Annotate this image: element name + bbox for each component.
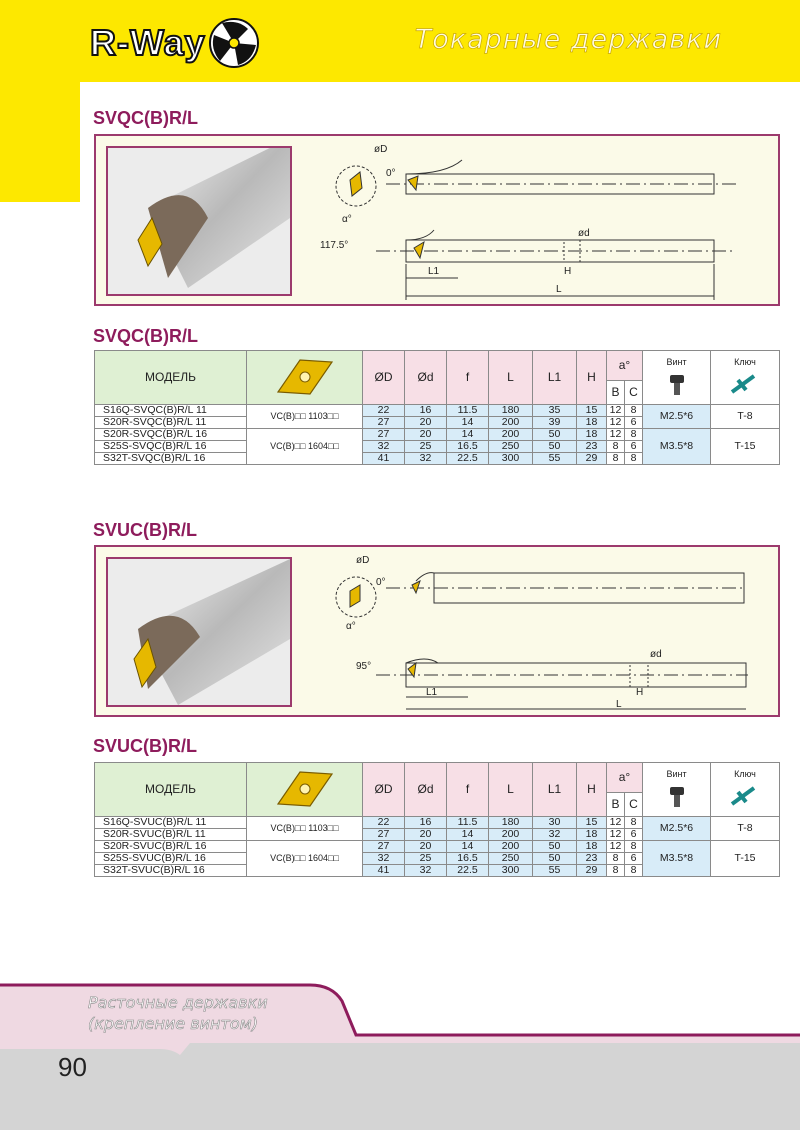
col-l: L [489,763,533,817]
key-size: T-8 [711,817,780,841]
cell-l: 180 [489,405,533,417]
col-alpha: a° [607,351,643,381]
boring-bar-image [108,559,290,705]
model-cell: S25S-SVUC(B)R/L 16 [95,853,247,865]
cell-d-small: 16 [405,405,447,417]
col-d-small: Ød [405,763,447,817]
cell-f: 16.5 [447,853,489,865]
insert-code: VC(B)□□ 1103□□ [247,817,363,841]
cell-c: 6 [625,829,643,841]
cell-l1: 39 [533,417,577,429]
cell-d-big: 27 [363,829,405,841]
cell-b: 12 [607,405,625,417]
boring-bar-image [108,148,290,294]
cell-d-small: 25 [405,853,447,865]
cell-c: 6 [625,441,643,453]
model-cell: S20R-SVQC(B)R/L 11 [95,417,247,429]
cell-d-small: 25 [405,441,447,453]
section2-table-heading: SVUC(B)R/L [93,736,197,756]
svuc-tool-photo [106,557,292,707]
key-size: T-8 [711,405,780,429]
cell-h: 18 [577,841,607,853]
cell-f: 14 [447,841,489,853]
label-phi-d: øD [356,555,370,566]
label-angle0: 0° [386,168,396,179]
label-angle0: 0° [376,577,386,588]
svuc-spec-table [94,762,780,877]
cell-b: 12 [607,817,625,829]
catalog-title: Токарные державки [414,24,722,55]
label-h: H [564,266,572,277]
insert-image-cell [247,763,363,817]
col-d-big: ØD [363,351,405,405]
cell-d-small: 16 [405,817,447,829]
cell-h: 18 [577,829,607,841]
col-screw [643,351,711,405]
screw-size: M3.5*8 [643,429,711,465]
insert-code: VC(B)□□ 1103□□ [247,405,363,429]
label-l1: L1 [428,266,440,277]
footer-category [88,992,268,1034]
key-size: T-15 [711,429,780,465]
cell-h: 29 [577,453,607,465]
col-c: C [625,793,643,817]
svuc-tech-drawing [316,551,756,715]
col-l: L [489,351,533,405]
cell-b: 12 [607,417,625,429]
section1-heading: SVQC(B)R/L [93,108,198,128]
cell-b: 12 [607,841,625,853]
cell-l: 250 [489,853,533,865]
svuc-drawing-panel [94,545,780,717]
cell-l: 200 [489,841,533,853]
col-key-label: Ключ [734,357,756,367]
cell-d-big: 27 [363,417,405,429]
label-alpha: α° [342,214,352,225]
cell-f: 22.5 [447,453,489,465]
label-phi-d-small: ød [578,228,590,239]
screw-size: M3.5*8 [643,841,711,877]
cell-h: 15 [577,817,607,829]
section1-table-heading: SVQC(B)R/L [93,326,198,346]
col-d-small: Ød [405,351,447,405]
model-cell: S16Q-SVUC(B)R/L 11 [95,817,247,829]
logo [90,18,260,68]
model-cell: S32T-SVUC(B)R/L 16 [95,865,247,877]
cell-h: 15 [577,405,607,417]
cell-l1: 55 [533,865,577,877]
cell-d-big: 41 [363,865,405,877]
col-screw-label: Винт [666,357,687,367]
cell-d-small: 32 [405,453,447,465]
cell-c: 8 [625,817,643,829]
cell-d-small: 20 [405,429,447,441]
col-key-label: Ключ [734,769,756,779]
cell-d-big: 32 [363,853,405,865]
cell-d-small: 32 [405,865,447,877]
cell-c: 6 [625,853,643,865]
label-l: L [556,284,562,295]
col-model-header: МОДЕЛЬ [95,351,247,405]
svqc-tech-drawing [316,140,756,304]
logo-blades-icon [208,17,260,69]
insert-image-cell [247,351,363,405]
cell-d-big: 27 [363,841,405,853]
cell-l: 300 [489,865,533,877]
col-c: C [625,381,643,405]
col-d-big: ØD [363,763,405,817]
screw-icon [668,374,686,396]
cell-d-big: 22 [363,405,405,417]
cell-b: 12 [607,829,625,841]
cell-c: 8 [625,405,643,417]
screw-icon [668,786,686,808]
cell-d-big: 41 [363,453,405,465]
cell-b: 8 [607,453,625,465]
cell-l1: 35 [533,405,577,417]
cell-c: 6 [625,417,643,429]
cell-d-big: 27 [363,429,405,441]
cell-l1: 50 [533,429,577,441]
cell-l: 200 [489,429,533,441]
cell-l1: 50 [533,441,577,453]
label-angle-side: 95° [356,661,372,672]
cell-h: 18 [577,429,607,441]
col-f: f [447,351,489,405]
cell-l1: 50 [533,853,577,865]
cell-h: 18 [577,417,607,429]
table-row [95,817,780,829]
model-cell: S32T-SVQC(B)R/L 16 [95,453,247,465]
col-b: B [607,381,625,405]
screw-size: M2.5*6 [643,405,711,429]
header-side-band [0,82,80,202]
cell-l1: 50 [533,841,577,853]
torx-key-icon [728,372,762,396]
cell-f: 14 [447,417,489,429]
model-cell: S25S-SVQC(B)R/L 16 [95,441,247,453]
cell-l: 200 [489,417,533,429]
model-cell: S20R-SVUC(B)R/L 16 [95,841,247,853]
col-alpha: a° [607,763,643,793]
cell-d-small: 20 [405,841,447,853]
col-key [711,763,780,817]
cell-c: 8 [625,865,643,877]
screw-size: M2.5*6 [643,817,711,841]
footer-line1: Расточные державки [88,993,268,1012]
torx-key-icon [728,784,762,808]
label-h: H [636,687,644,698]
table-row [95,405,780,417]
cell-f: 11.5 [447,405,489,417]
cell-b: 12 [607,429,625,441]
col-b: B [607,793,625,817]
cell-d-big: 32 [363,441,405,453]
cell-f: 14 [447,829,489,841]
cell-l: 200 [489,829,533,841]
cell-l1: 55 [533,453,577,465]
logo-text: R-Way [90,22,206,63]
label-l1: L1 [426,687,438,698]
label-phi-d: øD [374,144,388,155]
cell-c: 8 [625,453,643,465]
cell-h: 23 [577,441,607,453]
cell-l: 180 [489,817,533,829]
insert-code: VC(B)□□ 1604□□ [247,429,363,465]
col-l1: L1 [533,351,577,405]
cell-c: 8 [625,429,643,441]
cell-f: 22.5 [447,865,489,877]
col-model-header: МОДЕЛЬ [95,763,247,817]
cell-b: 8 [607,441,625,453]
model-cell: S20R-SVUC(B)R/L 11 [95,829,247,841]
label-angle-side: 117.5° [320,240,349,251]
model-cell: S16Q-SVQC(B)R/L 11 [95,405,247,417]
key-size: T-15 [711,841,780,877]
col-f: f [447,763,489,817]
cell-h: 29 [577,865,607,877]
svqc-spec-table [94,350,780,465]
cell-l: 300 [489,453,533,465]
svqc-tool-photo [106,146,292,296]
label-l: L [616,699,622,710]
label-phi-d-small: ød [650,649,662,660]
footer-line2: (крепление винтом) [88,1014,258,1033]
col-l1: L1 [533,763,577,817]
svqc-drawing-panel [94,134,780,306]
cell-l1: 32 [533,829,577,841]
cell-b: 8 [607,853,625,865]
section2-heading: SVUC(B)R/L [93,520,197,540]
page-number: 90 [58,1052,87,1082]
cell-l1: 30 [533,817,577,829]
col-h: H [577,351,607,405]
col-screw-label: Винт [666,769,687,779]
col-screw [643,763,711,817]
cell-h: 23 [577,853,607,865]
cell-l: 250 [489,441,533,453]
cell-c: 8 [625,841,643,853]
col-h: H [577,763,607,817]
vcmt-insert-icon [270,768,340,810]
cell-d-small: 20 [405,417,447,429]
table-row [95,429,780,441]
model-cell: S20R-SVQC(B)R/L 16 [95,429,247,441]
insert-code: VC(B)□□ 1604□□ [247,841,363,877]
cell-b: 8 [607,865,625,877]
cell-f: 11.5 [447,817,489,829]
cell-d-big: 22 [363,817,405,829]
vcmt-insert-icon [270,356,340,398]
cell-f: 16.5 [447,441,489,453]
table-row [95,841,780,853]
cell-d-small: 20 [405,829,447,841]
cell-f: 14 [447,429,489,441]
label-alpha: α° [346,621,356,632]
col-key [711,351,780,405]
